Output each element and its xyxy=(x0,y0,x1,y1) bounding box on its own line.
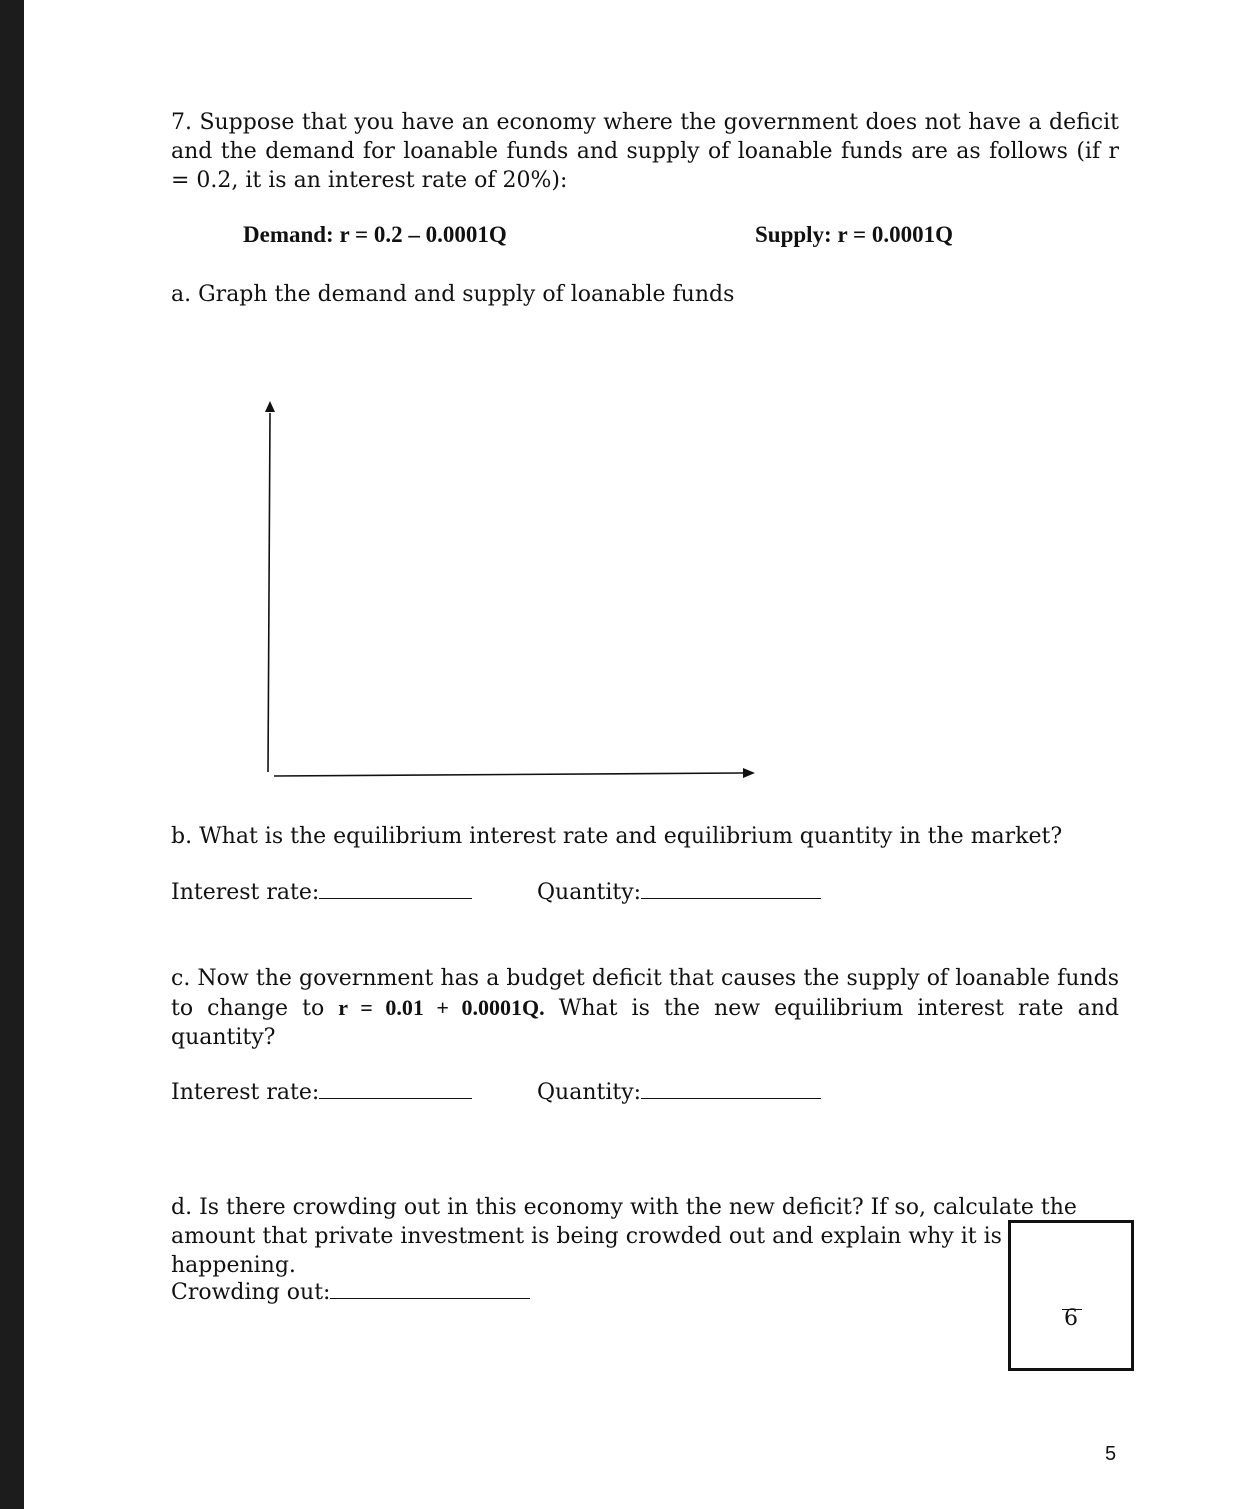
score-box[interactable] xyxy=(1008,1220,1134,1371)
part-c-rate-blank[interactable] xyxy=(319,1080,472,1099)
part-b-rate-label: Interest rate: xyxy=(171,880,320,905)
part-c-rate-field xyxy=(171,1078,472,1107)
x-axis xyxy=(274,773,743,776)
part-c-quantity-blank[interactable] xyxy=(641,1080,821,1099)
part-a-prompt: a. Graph the demand and supply of loanable funds xyxy=(171,282,735,307)
crowding-out-blank[interactable] xyxy=(330,1280,530,1299)
supply-equation: Supply: r = 0.0001Q xyxy=(755,222,954,247)
part-c-quantity-field xyxy=(537,1078,821,1107)
part-b-quantity-field xyxy=(537,878,821,907)
blank-graph-axes xyxy=(255,395,765,790)
part-c-rate-label: Interest rate: xyxy=(171,1080,320,1105)
part-d-prompt: d. Is there crowding out in this economy with the new deficit? If so, calculate the amount that private investment is being crowded out and explain why it is happening. xyxy=(171,1195,1077,1278)
page-number: 5 xyxy=(1105,1443,1117,1465)
part-b-rate-field xyxy=(171,878,472,907)
demand-equation: Demand: r = 0.2 – 0.0001Q xyxy=(243,222,507,247)
left-border xyxy=(0,0,24,1509)
part-c-prompt xyxy=(171,964,1119,1052)
crowding-out-label: Crowding out: xyxy=(171,1280,331,1305)
y-axis xyxy=(268,413,270,772)
part-c-equation: r = 0.01 + 0.0001Q. xyxy=(338,995,545,1020)
part-b-prompt: b. What is the equilibrium interest rate and equilibrium quantity in the market? xyxy=(171,824,1063,849)
part-b-quantity-label: Quantity: xyxy=(537,880,642,905)
crowding-out-field xyxy=(171,1278,530,1307)
part-b-rate-blank[interactable] xyxy=(319,880,472,899)
part-c-prompt-after: What is the new equilibrium interest rate and quantity? xyxy=(171,996,1119,1050)
question-intro: 7. Suppose that you have an economy where the government does not have a deficit and the demand for loanable funds and supply of loanable funds are as follows (if r = 0.2, it is an interest rate of 20%): xyxy=(171,110,1119,193)
score-denominator: 6 xyxy=(1064,1306,1078,1331)
part-b-quantity-blank[interactable] xyxy=(641,880,821,899)
y-axis-arrow-icon xyxy=(265,401,275,412)
part-c-prompt-before: c. Now the government has a budget deficit that causes the supply of loanable funds to change to xyxy=(171,966,1119,1021)
x-axis-arrow-icon xyxy=(743,768,755,778)
part-c-quantity-label: Quantity: xyxy=(537,1080,642,1105)
